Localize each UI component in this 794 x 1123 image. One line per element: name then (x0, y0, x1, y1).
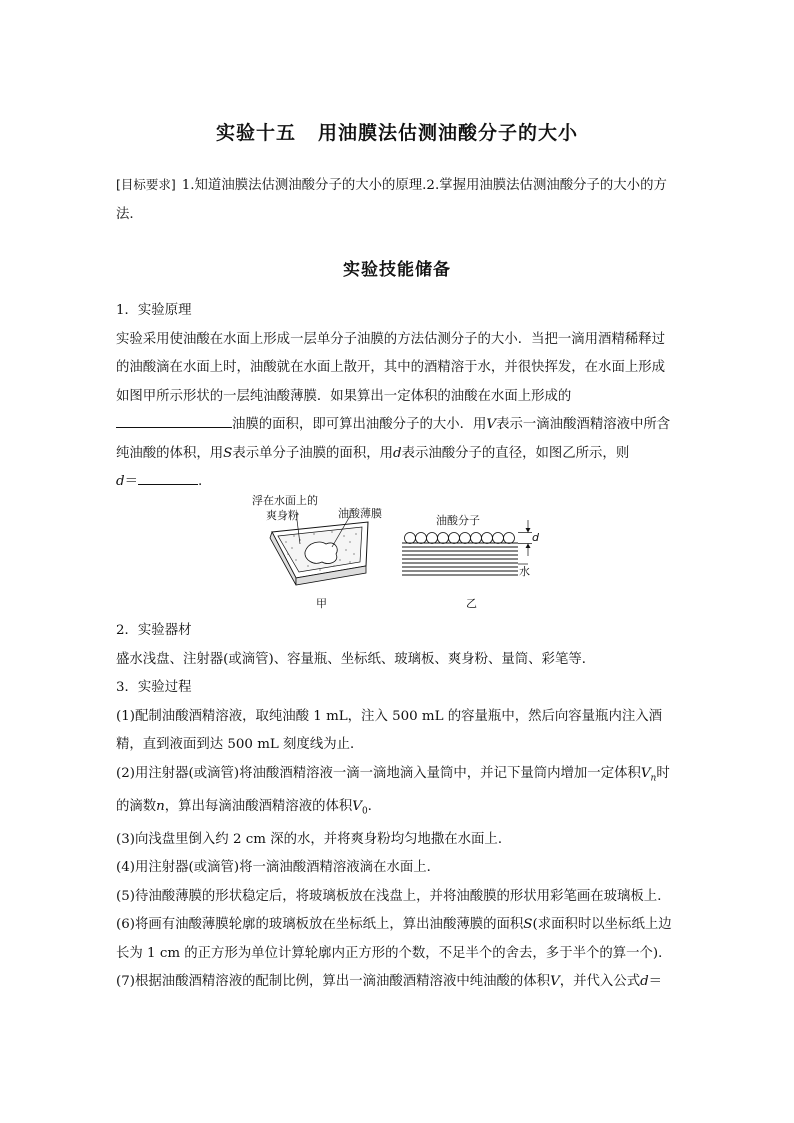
step7-text-b: ，并代入公式 (559, 974, 641, 990)
var-d: d (393, 445, 402, 461)
process-step-6 (116, 911, 678, 968)
process-step-1: (1)配制油酸酒精溶液，取纯油酸 1 mL，注入 500 mL 的容量瓶中，然后向容量瓶内注入酒精，直到液面到达 500 mL 刻度线为止． (116, 708, 663, 752)
caption-right: 乙 (466, 597, 477, 610)
step7-text-a: (7)根据油酸酒精溶液的配制比例，算出一滴油酸酒精溶液中纯油酸的体积 (116, 974, 551, 990)
answer-blank-1[interactable] (116, 413, 232, 428)
step7-var-v: V (550, 974, 560, 990)
principle-part2: 油膜的面积，即可算出油酸分子的大小．用 (232, 417, 487, 432)
label-film: 油酸薄膜 (338, 507, 382, 520)
figure (250, 492, 550, 620)
process-step-2 (116, 760, 678, 826)
d-arrowhead-top (526, 528, 531, 533)
equipment-text: 盛水浅盘、注射器(或滴管)、容量瓶、坐标纸、玻璃板、爽身粉、量筒、彩笔等． (116, 651, 596, 667)
eq-sign: ＝ (124, 474, 138, 489)
step2-text-a: (2)用注射器(或滴管)将油酸酒精溶液一滴一滴地滴入量筒中，并记下量筒内增加一定体积 (116, 765, 641, 781)
step2-var-v0-sub: 0 (361, 806, 368, 817)
d-arrowhead-bottom (526, 544, 531, 549)
var-s: S (223, 445, 233, 461)
goal-tag: [目标要求] (116, 177, 176, 192)
label-d: d (532, 531, 539, 544)
principle-heading: 1．实验原理 (116, 303, 192, 318)
principle-part1: 实验采用使油酸在水面上形成一层单分子油膜的方法估测分子的大小．当把一滴用酒精稀释过的油酸滴在水面上时，油酸就在水面上散开，其中的酒精溶于水，并很快挥发，在水面上形成如图甲所示形状的一层纯油酸薄膜．如果算出一定体积的油酸在水面上形成的 (116, 331, 666, 404)
molecule-circles (405, 533, 515, 544)
process-step-4: (4)用注射器(或滴管)将一滴油酸酒精溶液滴在水面上． (116, 860, 441, 876)
principle-text (116, 326, 678, 497)
figure-svg (250, 492, 550, 620)
tray-illustration (270, 512, 368, 585)
step6-text-a: (6)将画有油酸薄膜轮廓的玻璃板放在坐标纸上，算出油酸薄膜的面积 (116, 917, 524, 933)
step2-text-c: ，算出每滴油酸酒精溶液的体积 (164, 798, 353, 814)
process-step-3: (3)向浅盘里倒入约 2 cm 深的水，并将爽身粉均匀地撒在水面上． (116, 831, 512, 847)
step2-var-n: n (156, 798, 165, 814)
goal-text: 1.知道油膜法估测油酸分子的大小的原理.2.掌握用油膜法估测油酸分子的大小的方法. (116, 178, 667, 222)
process-heading: 3．实验过程 (116, 680, 192, 695)
principle-block (116, 297, 678, 497)
principle-part5: 表示油酸分子的直径，如图乙所示，则 (401, 445, 630, 461)
step7-text-c: ＝ (648, 974, 663, 990)
label-powder: 浮在水面上的 (252, 494, 318, 507)
equipment-block (116, 617, 678, 674)
process-block (116, 674, 678, 997)
caption-left: 甲 (316, 597, 327, 610)
water-lines (402, 543, 518, 575)
step2-var-v0: V (352, 798, 362, 814)
step2-var-vn: V (640, 765, 651, 781)
page-title (0, 118, 794, 145)
process-step-7 (116, 968, 678, 997)
equipment-heading: 2．实验器材 (116, 623, 192, 638)
step6-text-b: (求面积时以坐标纸上边长为 1 cm 的正方形为单位计算轮廓内正方形的个数，不足半个的舍去，多于半个的算一个)． (116, 917, 672, 961)
label-powder2: 爽身粉 (266, 509, 299, 522)
step2-var-vn-sub: n (650, 773, 657, 784)
step7-var-d: d (640, 974, 649, 990)
goal-paragraph (116, 171, 678, 229)
var-v: V (486, 417, 497, 432)
label-water: 水 (519, 565, 530, 578)
principle-part4: 表示单分子油膜的面积，用 (232, 445, 393, 461)
step2-text-d: . (367, 798, 372, 814)
step6-var-s: S (523, 917, 533, 933)
molecule-illustration (402, 520, 532, 575)
section-title: 实验技能储备 (343, 260, 451, 280)
step2-text-b: 时的滴数 (116, 765, 670, 814)
principle-end: . (197, 474, 203, 489)
eq-lhs: d (116, 474, 125, 489)
label-molecule: 油酸分子 (436, 514, 480, 527)
answer-blank-2[interactable] (138, 470, 198, 485)
principle-part3: 表示一滴油酸酒精溶液中所含纯油酸的体积，用 (116, 417, 671, 461)
oil-film-shape (305, 542, 337, 564)
process-step-5: (5)待油酸薄膜的形状稳定后，将玻璃板放在浅盘上，并将油酸膜的形状用彩笔画在玻璃板上． (116, 888, 671, 904)
experiment-name: 用油膜法估测油酸分子的大小 (318, 122, 579, 144)
experiment-number: 实验十五 (215, 122, 296, 144)
